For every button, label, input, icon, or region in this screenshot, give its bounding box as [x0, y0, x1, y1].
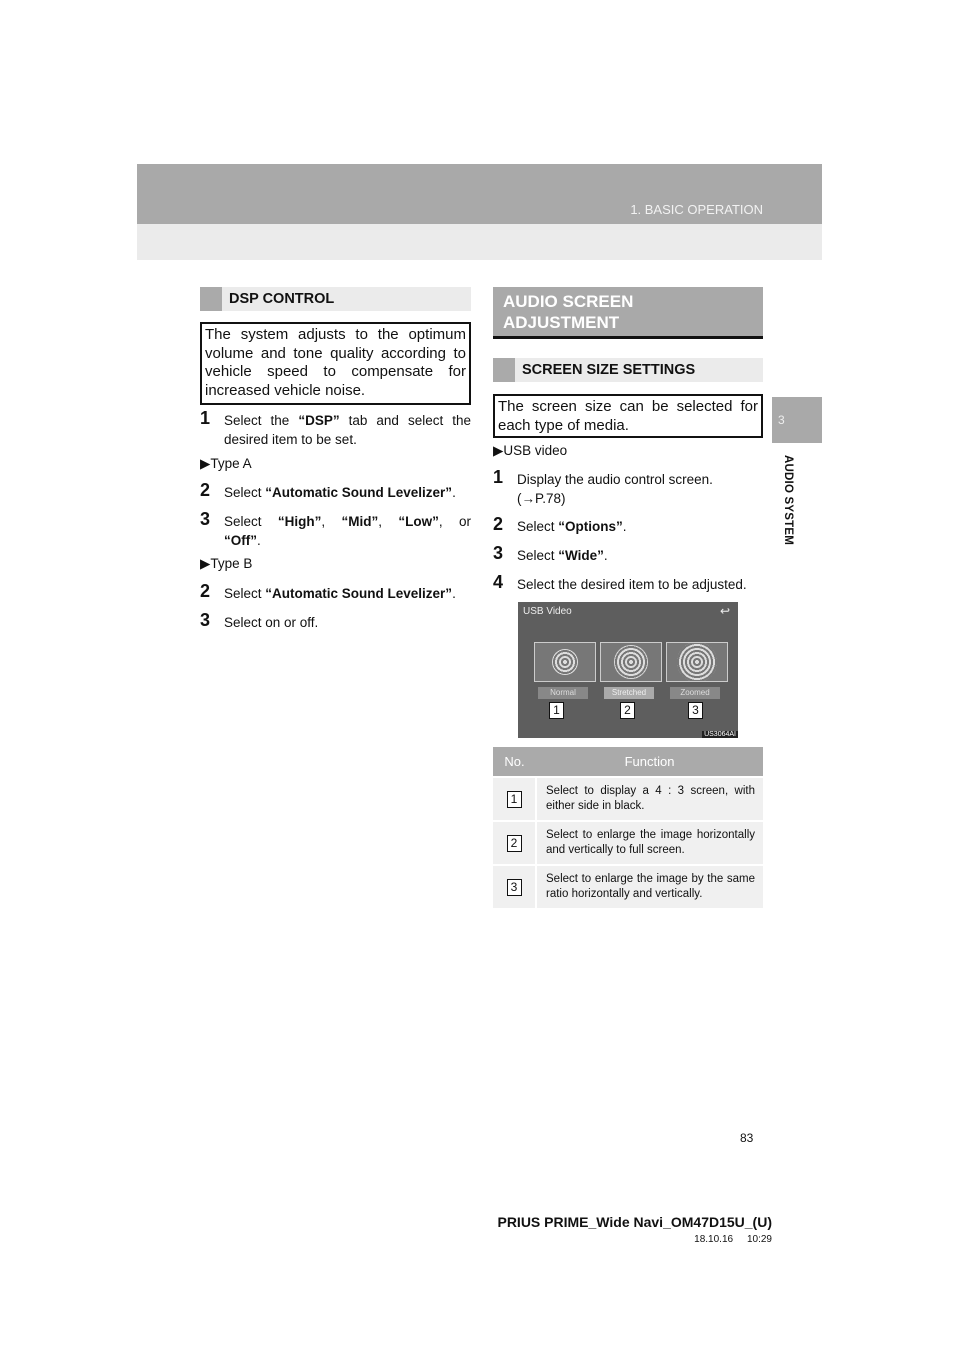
step-keyword: “Low”: [398, 514, 439, 529]
step-keyword: “Off”: [224, 533, 257, 548]
figure-code: US3064AI: [704, 731, 736, 738]
step-text: , or: [438, 514, 471, 529]
step-text: tab and select the desired item to be set.: [224, 413, 471, 447]
heading-text: AUDIO SCREEN ADJUSTMENT: [503, 292, 634, 332]
print-timestamp: 18.10.16 10:29: [694, 1234, 772, 1245]
step-4-right: [493, 572, 763, 594]
step-number: 2: [200, 480, 211, 500]
row-function: Select to display a 4 : 3 screen, with either side in black.: [536, 777, 763, 821]
heading-text: DSP CONTROL: [229, 291, 335, 307]
callout-1: 1: [549, 702, 564, 719]
table-header: [493, 747, 763, 777]
audio-screen-heading: [493, 287, 763, 339]
type-b-label: ▶Type B: [200, 556, 253, 571]
step-text: Select: [224, 586, 266, 601]
step-number: 4: [493, 572, 504, 592]
type-text: Type A: [210, 456, 252, 471]
step-keyword: “Options”: [558, 519, 623, 534]
page-reference[interactable]: (→P.78): [517, 491, 566, 506]
section-title: 1. BASIC OPERATION: [630, 202, 763, 217]
test-pattern-thumbnail: [600, 642, 662, 682]
step-text: Select the: [224, 413, 299, 428]
usb-video-screenshot: [518, 602, 738, 738]
dsp-control-heading: [200, 287, 471, 311]
step-text: .: [603, 548, 608, 563]
step-3-right: [493, 543, 763, 565]
type-a-label: ▶Type A: [200, 456, 252, 471]
heading-marker: [493, 358, 515, 382]
step-text: .: [452, 586, 456, 601]
step-2-type-a: [200, 480, 471, 502]
back-icon: ↩: [719, 604, 730, 618]
step-text: ,: [378, 514, 399, 529]
usb-video-label: ▶USB video: [493, 443, 568, 458]
step-text: Select: [517, 548, 559, 563]
step-text: Display the audio control screen.: [517, 472, 713, 487]
type-text: Type B: [210, 556, 253, 571]
table-row: [493, 865, 763, 908]
chapter-label: AUDIO SYSTEM: [782, 455, 794, 545]
normal-button: Normal: [538, 687, 588, 699]
step-2-type-b: [200, 581, 471, 603]
document-id: PRIUS PRIME_Wide Navi_OM47D15U_(U): [497, 1214, 772, 1230]
table-row: [493, 821, 763, 865]
col-no: No.: [493, 747, 536, 777]
step-number: 3: [200, 509, 211, 529]
callout-2: 2: [620, 702, 635, 719]
step-number: 2: [200, 581, 211, 601]
step-text: .: [257, 533, 261, 548]
step-text: ,: [321, 514, 342, 529]
function-table: [493, 747, 763, 908]
test-pattern-thumbnail: [534, 642, 596, 682]
step-text: Select: [224, 485, 266, 500]
screen-size-heading: [493, 358, 763, 382]
zoomed-button: Zoomed: [670, 687, 720, 699]
step-number: 2: [493, 514, 504, 534]
step-number: 1: [200, 408, 211, 428]
step-2-right: [493, 514, 763, 536]
bullet-text: USB video: [503, 443, 568, 458]
stretched-button: Stretched: [604, 687, 654, 699]
step-text: Select on or off.: [224, 615, 319, 630]
step-text: Select the desired item to be adjusted.: [517, 577, 747, 592]
step-keyword: “Wide”: [558, 548, 604, 563]
step-keyword: “Mid”: [341, 514, 379, 529]
row-function: Select to enlarge the image by the same ratio horizontally and vertically.: [536, 865, 763, 908]
step-3-type-a: [200, 509, 471, 550]
step-number: 3: [493, 543, 504, 563]
chapter-number: 3: [778, 413, 785, 427]
step-3-type-b: [200, 610, 471, 632]
row-number: 2: [507, 835, 522, 852]
row-number: 1: [507, 791, 522, 808]
step-text: .: [622, 519, 627, 534]
table-row: [493, 777, 763, 821]
callout-3: 3: [688, 702, 703, 719]
step-text: Select: [517, 519, 559, 534]
heading-marker: [200, 287, 222, 311]
chapter-tab[interactable]: [772, 397, 822, 443]
screen-size-intro-box: The screen size can be selected for each type of media.: [493, 394, 763, 438]
step-1: [200, 408, 471, 449]
header-subband: [137, 224, 822, 260]
dsp-intro-box: The system adjusts to the optimum volume and tone quality according to vehicle speed to compensate for increased vehicle noise.: [200, 322, 471, 405]
col-function: Function: [536, 747, 763, 777]
step-keyword: “Automatic Sound Levelizer”: [265, 485, 453, 500]
step-1-right: [493, 467, 763, 508]
step-text: Select: [224, 514, 278, 529]
step-text: .: [452, 485, 456, 500]
step-keyword: “High”: [277, 514, 322, 529]
page-number: 83: [740, 1131, 754, 1145]
row-number: 3: [507, 879, 522, 896]
heading-text: SCREEN SIZE SETTINGS: [522, 362, 696, 378]
step-number: 1: [493, 467, 504, 487]
step-keyword: “DSP”: [298, 413, 340, 428]
screen-title: USB Video: [523, 606, 572, 617]
step-number: 3: [200, 610, 211, 630]
row-function: Select to enlarge the image horizontally and vertically to full screen.: [536, 821, 763, 865]
test-pattern-thumbnail: [666, 642, 728, 682]
step-keyword: “Automatic Sound Levelizer”: [265, 586, 453, 601]
